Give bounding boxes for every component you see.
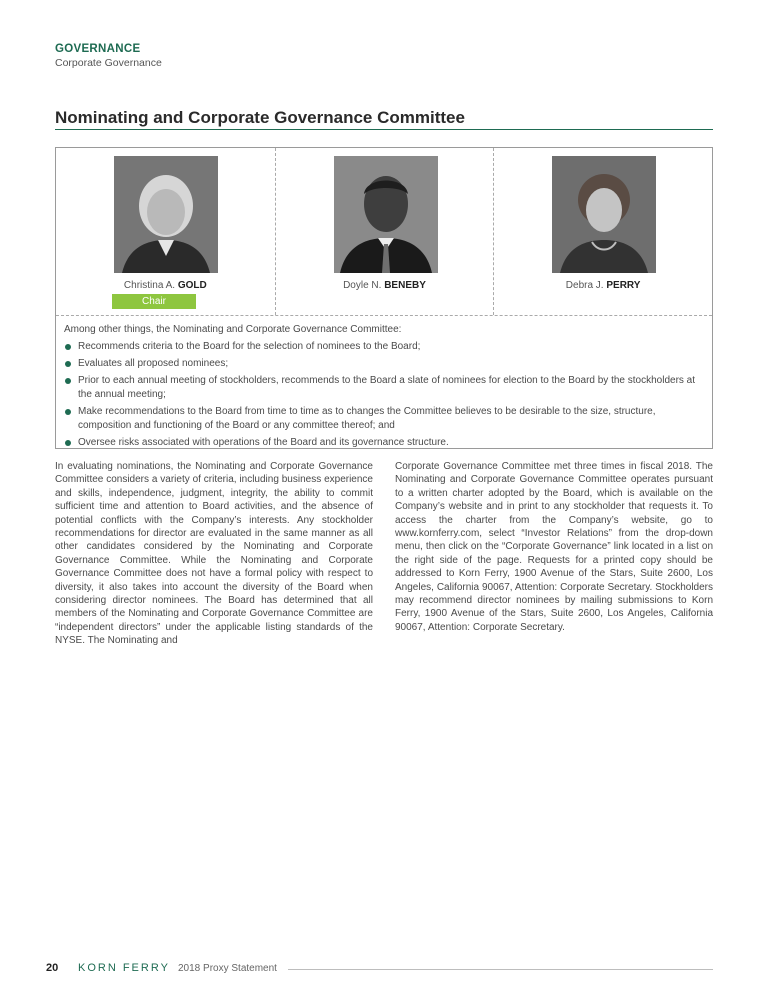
list-item: Evaluates all proposed nominees;: [64, 357, 710, 371]
title-divider: [55, 129, 713, 130]
list-item: Prior to each annual meeting of stockholders, recommends to the Board a slate of nominees for election to the Board by the stockholders at the annual meeting;: [64, 374, 710, 402]
list-item: Make recommendations to the Board from time to time as to changes the Committee believes to be desirable to the size, structure, composition and functioning of the Board or any committee thereof; and: [64, 405, 710, 433]
page-number: 20: [46, 962, 59, 974]
body-text-left: In evaluating nominations, the Nominating and Corporate Governance Committee considers a variety of criteria, including business experience and skills, independence, judgment, integrity, the ability to commit sufficient time and attention to Board activities, and the absence of potential conflicts with the Company’s interests. Any stockholder recommendations for director are evaluated in the same manner as all other candidates considered by the Nominating and Corporate Governance Committee. While the Nominating and Corporate Governance Committee does not have a formal policy with respect to diversity, it also takes into account the diversity of the Board when considering director nominees. The Board has determined that all members of the Nominating and Corporate Governance Committee are “independent directors” under the applicable listing standards of the NYSE. The Nominating and: [55, 461, 373, 647]
list-item: Recommends criteria to the Board for the selection of nominees to the Board;: [64, 340, 710, 354]
duties-list: [64, 340, 710, 450]
body-text-right: Corporate Governance Committee met three times in fiscal 2018. The Nominating and Corporate Governance Committee operates pursuant to a written charter adopted by the Board, which is available on the Company’s website and in print to any stockholder that requests it. To access the charter from the Company’s website, go to www.kornferry.com, select “Investor Relations” from the drop-down menu, then click on the “Corporate Governance” link located in a list on the right side of the page. Requests for a printed copy should be addressed to Korn Ferry, 1900 Avenue of the Stars, Suite 2600, Los Angeles, California 90067, Attention: Corporate Secretary. Stockholders may recommend director nominees by mailing submissions to Korn Ferry, 1900 Avenue of the Stars, Suite 2600, Los Angeles, California 90067, Attention: Corporate Secretary.: [395, 461, 713, 633]
bullet-icon: [65, 344, 71, 350]
committee-duties: [64, 323, 710, 453]
member-photo: [334, 156, 438, 273]
document-title: 2018 Proxy Statement: [178, 963, 277, 974]
member-name: Debra J. PERRY: [565, 280, 641, 291]
member-name: Doyle N. BENEBY: [343, 280, 426, 291]
bullet-icon: [65, 409, 71, 415]
member-card-perry: [493, 148, 712, 315]
duties-intro: Among other things, the Nominating and Corporate Governance Committee:: [64, 324, 402, 335]
section-label: GOVERNANCE: [55, 43, 141, 55]
brand-logo: KORN FERRY: [78, 962, 170, 974]
page-title: Nominating and Corporate Governance Committee: [55, 108, 465, 127]
chair-badge: Chair: [112, 294, 196, 309]
member-card-beneby: [275, 148, 494, 315]
bullet-icon: [65, 378, 71, 384]
member-name: Christina A. GOLD: [123, 280, 207, 291]
member-photo: [552, 156, 656, 273]
bullet-icon: [65, 440, 71, 446]
subsection-label: Corporate Governance: [55, 57, 162, 69]
footer-divider: [288, 969, 713, 970]
member-photo: [114, 156, 218, 273]
members-row: [56, 148, 712, 316]
member-card-gold: [56, 148, 275, 315]
committee-panel: [55, 147, 713, 449]
bullet-icon: [65, 361, 71, 367]
list-item: Oversee risks associated with operations of the Board and its governance structure.: [64, 436, 710, 450]
